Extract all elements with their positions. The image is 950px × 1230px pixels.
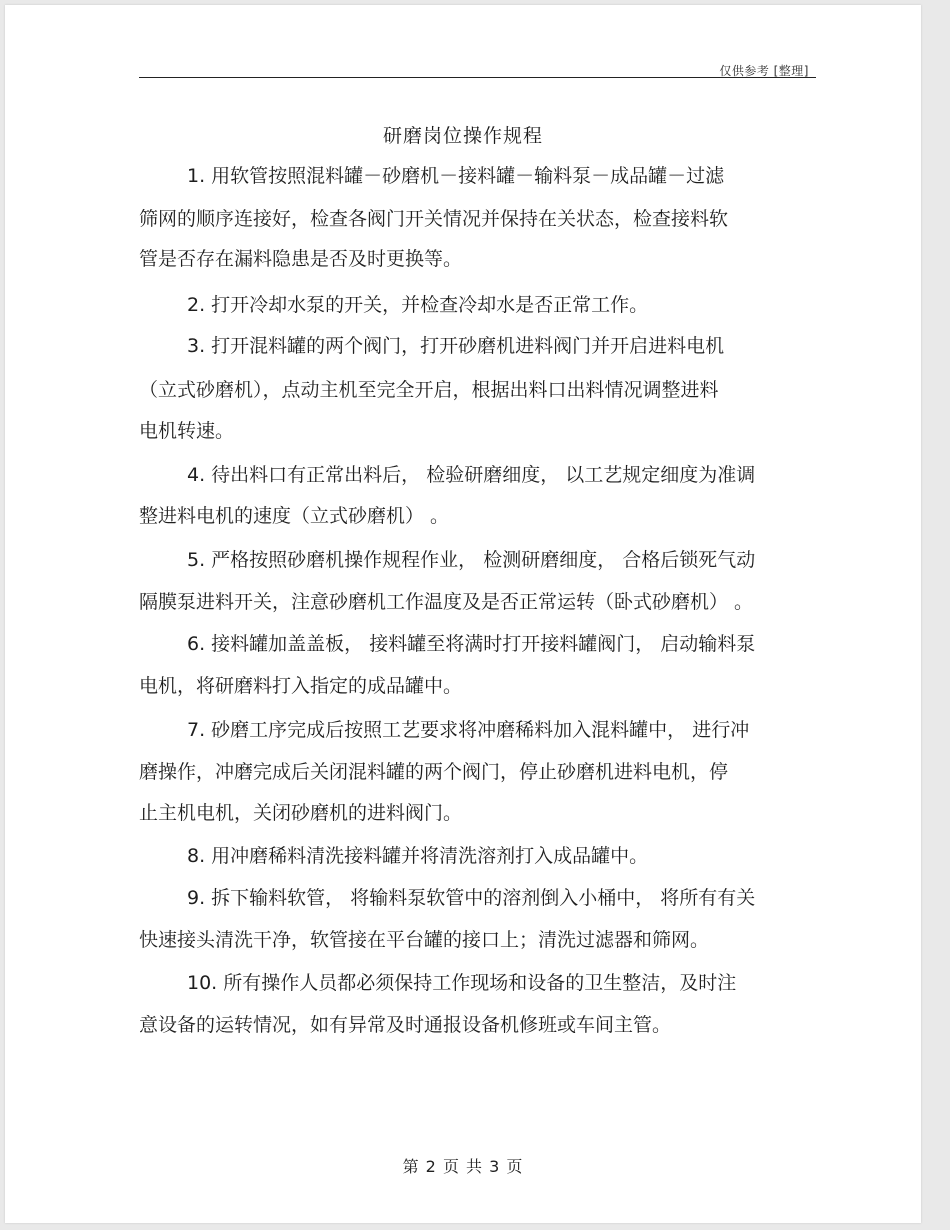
paragraph-line: 1. 用软管按照混料罐－砂磨机－接料罐－输料泵－成品罐－过滤 xyxy=(187,165,725,187)
paragraph-line: 9. 拆下输料软管， 将输料泵软管中的溶剂倒入小桶中， 将所有有关 xyxy=(187,887,756,909)
paragraph-line: 8. 用冲磨稀料清洗接料罐并将清洗溶剂打入成品罐中。 xyxy=(187,845,649,867)
paragraph-line: （立式砂磨机），点动主机至完全开启，根据出料口出料情况调整进料 xyxy=(139,379,719,401)
paragraph-line: 意设备的运转情况，如有异常及时通报设备机修班或车间主管。 xyxy=(139,1014,672,1036)
paragraph-line: 快速接头清洗干净，软管接在平台罐的接口上；清洗过滤器和筛网。 xyxy=(139,929,710,951)
paragraph-line: 止主机电机，关闭砂磨机的进料阀门。 xyxy=(139,802,463,824)
paragraph-line: 电机，将研磨料打入指定的成品罐中。 xyxy=(139,675,463,697)
document-page xyxy=(5,5,921,1223)
paragraph-line: 电机转速。 xyxy=(139,420,235,442)
header-note: 仅供参考 [整理] xyxy=(719,64,809,78)
paragraph-line: 6. 接料罐加盖盖板， 接料罐至将满时打开接料罐阀门， 启动输料泵 xyxy=(187,633,756,655)
paragraph-line: 3. 打开混料罐的两个阀门，打开砂磨机进料阀门并开启进料电机 xyxy=(187,335,725,357)
page-number: 第 2 页 共 3 页 xyxy=(402,1157,524,1176)
paragraph-line: 5. 严格按照砂磨机操作规程作业， 检测研磨细度， 合格后锁死气动 xyxy=(187,549,756,571)
paragraph-line: 7. 砂磨工序完成后按照工艺要求将冲磨稀料加入混料罐中， 进行冲 xyxy=(187,719,750,741)
paragraph-line: 筛网的顺序连接好，检查各阀门开关情况并保持在关状态，检查接料软 xyxy=(139,208,729,230)
paragraph-line: 隔膜泵进料开关，注意砂磨机工作温度及是否正常运转（卧式砂磨机） 。 xyxy=(139,591,754,613)
paragraph-line: 管是否存在漏料隐患是否及时更换等。 xyxy=(139,248,463,270)
paragraph-line: 4. 待出料口有正常出料后， 检验研磨细度， 以工艺规定细度为准调 xyxy=(187,464,756,486)
document-title: 研磨岗位操作规程 xyxy=(382,125,543,147)
paragraph-line: 磨操作，冲磨完成后关闭混料罐的两个阀门，停止砂磨机进料电机，停 xyxy=(139,761,729,783)
paragraph-line: 整进料电机的速度（立式砂磨机） 。 xyxy=(139,505,450,527)
paragraph-line: 2. 打开冷却水泵的开关，并检查冷却水是否正常工作。 xyxy=(187,294,649,316)
header-divider xyxy=(139,77,816,78)
paragraph-line: 10. 所有操作人员都必须保持工作现场和设备的卫生整洁，及时注 xyxy=(187,972,737,994)
